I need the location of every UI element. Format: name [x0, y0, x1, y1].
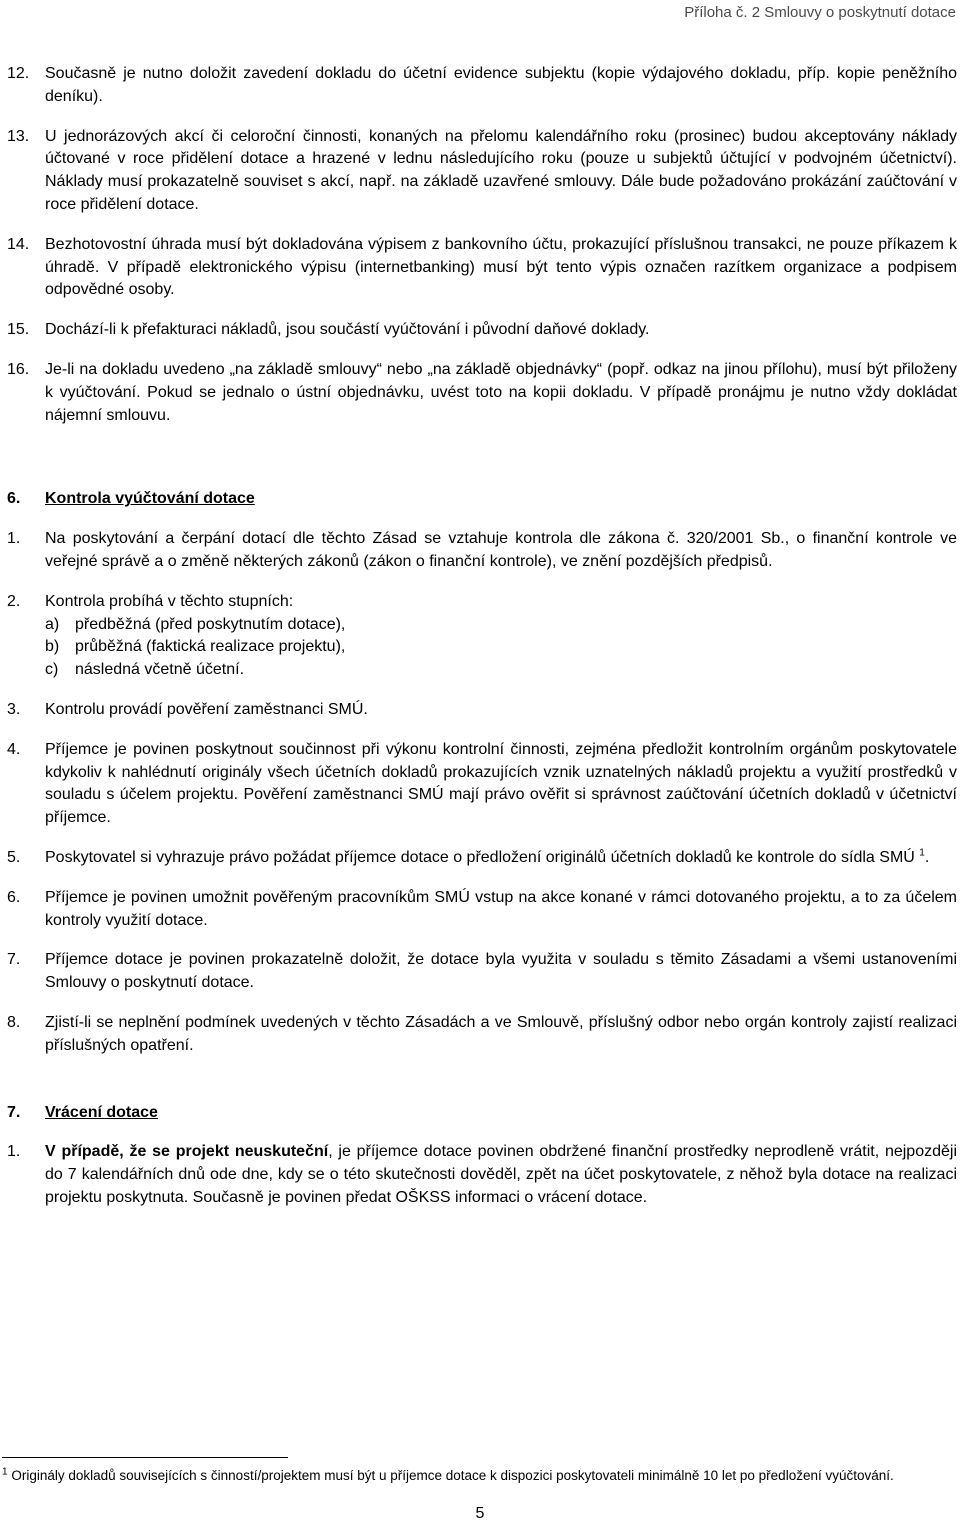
footnote: [2, 1466, 957, 1486]
footnote-mark: 1: [2, 1466, 8, 1478]
item-text: Na poskytování a čerpání dotací dle těchto Zásad se vztahuje kontrola dle zákona č. 320/2001 Sb., o finanční kontrole ve veřejné správě a o změně některých zákonů (zákon o finanční kontrole), ve znění pozdějších předpisů.: [45, 530, 957, 570]
item-number: 15.: [7, 321, 30, 339]
item-text: Zjistí-li se neplnění podmínek uvedených v těchto Zásadách a ve Smlouvě, příslušný odbor nebo orgán kontroly zajistí realizaci příslušných opatření.: [45, 1013, 957, 1054]
item-text: Dochází-li k přefakturaci nákladů, jsou součástí vyúčtování i původní daňové doklady.: [45, 321, 650, 339]
sub-item-text: předběžná (před poskytnutím dotace),: [75, 615, 346, 633]
document-body: [7, 63, 957, 1227]
section-heading-6: [7, 488, 957, 511]
sub-item-letter: b): [45, 638, 60, 656]
item-number: 1.: [7, 530, 21, 548]
item-number: 13.: [7, 127, 30, 145]
item-text: Kontrolu provádí pověření zaměstnanci SMÚ.: [45, 700, 368, 718]
footnote-separator: [2, 1457, 288, 1458]
page-number: 5: [475, 1505, 485, 1522]
item-text: , je příjemce dotace povinen obdržené finanční prostředky neprodleně vrátit, nejpozději do 7 kalendářních dnů ode dne, kdy se o této skutečnosti dověděl, zpět na účet poskytovatele, z něhož byla dotace na realizaci projektu poskytnuta. Současně je povinen předat OŠKSS informaci o vrácení dotace.: [45, 1143, 958, 1206]
sub-item-text: následná včetně účetní.: [75, 661, 245, 679]
sub-item-letter: a): [45, 615, 60, 633]
list-item: [7, 319, 957, 342]
item-number: 8.: [7, 1013, 21, 1031]
item-number: 3.: [7, 700, 21, 718]
list-item: [7, 591, 957, 682]
list-item: [7, 126, 957, 217]
list-item: [7, 528, 957, 574]
list-item: [7, 63, 957, 109]
sub-item: [45, 659, 957, 682]
list-item: [7, 739, 957, 830]
item-bold-text: V případě, že se projekt neuskuteční: [45, 1143, 329, 1161]
sub-item-text: průběžná (faktická realizace projektu),: [75, 638, 346, 656]
item-text: Příjemce je povinen umožnit pověřeným pracovníkům SMÚ vstup na akce konané v rámci dotovaného projektu, a to za účelem kontroly využití dotace.: [45, 888, 957, 929]
item-text: U jednorázových akcí či celoroční činnosti, konaných na přelomu kalendářního roku (prosinec) budou akceptovány náklady účtované v roce přidělení dotace a hrazené v lednu následujícího roku (pouze u subjektů účtující v podvojném účetnictví). Náklady musí prokazatelně souviset s akcí, např. na základě uzavřené smlouvy. Dále bude požadováno prokázání zaúčtování v roce přidělení dotace.: [45, 127, 957, 213]
item-text: Současně je nutno doložit zavedení dokladu do účetní evidence subjektu (kopie výdajového dokladu, příp. kopie peněžního deníku).: [45, 65, 957, 105]
item-body: [45, 1141, 957, 1209]
item-number: 7.: [7, 951, 21, 969]
sub-item: [45, 636, 957, 659]
list-item: [7, 359, 957, 427]
item-text: Příjemce je povinen poskytnout součinnost při výkonu kontrolní činnosti, zejména předložit kontrolním orgánům poskytovatele kdykoliv k nahlédnutí originály všech účetních dokladů prokazujících vznik uznatelných nákladů projektu a využití prostředků v souladu s účelem projektu. Pověření zaměstnanci SMÚ mají právo ověřit si správnost zaúčtování účetních dokladů v účetnictví příjemce.: [45, 740, 957, 827]
item-text-tail: .: [924, 848, 930, 866]
item-number: 16.: [7, 360, 30, 378]
list-item: [7, 949, 957, 995]
item-body: [45, 847, 957, 870]
page-header: Příloha č. 2 Smlouvy o poskytnutí dotace: [684, 4, 956, 21]
item-number: 1.: [7, 1143, 21, 1161]
list-item: [7, 847, 957, 870]
item-number: 2.: [7, 592, 21, 610]
item-text: Je-li na dokladu uvedeno „na základě smlouvy“ nebo „na základě objednávky“ (popř. odkaz na jinou přílohu), musí být přiloženy k vyúčtování. Pokud se jednalo o ústní objednávku, uvést toto na kopii dokladu. V případě pronájmu je nutno vždy dokládat nájemní smlouvu.: [45, 360, 957, 424]
item-body: [45, 591, 957, 682]
section-heading-7: [7, 1102, 957, 1125]
list-item: [7, 234, 957, 302]
footnote-reference: 1: [919, 847, 925, 859]
list-item: [7, 699, 957, 722]
item-number: 12.: [7, 65, 30, 82]
footnote-text: Originály dokladů souvisejících s činností/projektem musí být u příjemce dotace k dispozici poskytovateli minimálně 10 let po předložení vyúčtování.: [11, 1468, 894, 1483]
item-text: Bezhotovostní úhrada musí být dokladována výpisem z bankovního účtu, prokazující příslušnou transakci, ne pouze příkazem k úhradě. V případě elektronického výpisu (internetbanking) musí být tento výpis označen razítkem organizace a podpisem odpovědné osoby.: [45, 235, 957, 299]
item-number: 6.: [7, 888, 21, 906]
section-number: 7.: [7, 1103, 21, 1121]
item-text: Příjemce dotace je povinen prokazatelně doložit, že dotace byla využita v souladu s těmito Zásadami a všemi ustanoveními Smlouvy o poskytnutí dotace.: [45, 951, 957, 992]
section-title: Kontrola vyúčtování dotace: [45, 490, 255, 508]
section-number: 6.: [7, 490, 21, 508]
list-item: [7, 1141, 957, 1209]
item-text: Poskytovatel si vyhrazuje právo požádat příjemce dotace o předložení originálů účetních dokladů ke kontrole do sídla SMÚ: [45, 848, 915, 866]
item-number: 14.: [7, 235, 30, 253]
sub-item-letter: c): [45, 661, 59, 679]
item-text: Kontrola probíhá v těchto stupních:: [45, 592, 294, 610]
item-number: 4.: [7, 740, 21, 758]
section-title: Vrácení dotace: [45, 1103, 158, 1121]
sub-item: [45, 614, 957, 637]
item-number: 5.: [7, 848, 21, 866]
list-item: [7, 1012, 957, 1058]
list-item: [7, 887, 957, 933]
